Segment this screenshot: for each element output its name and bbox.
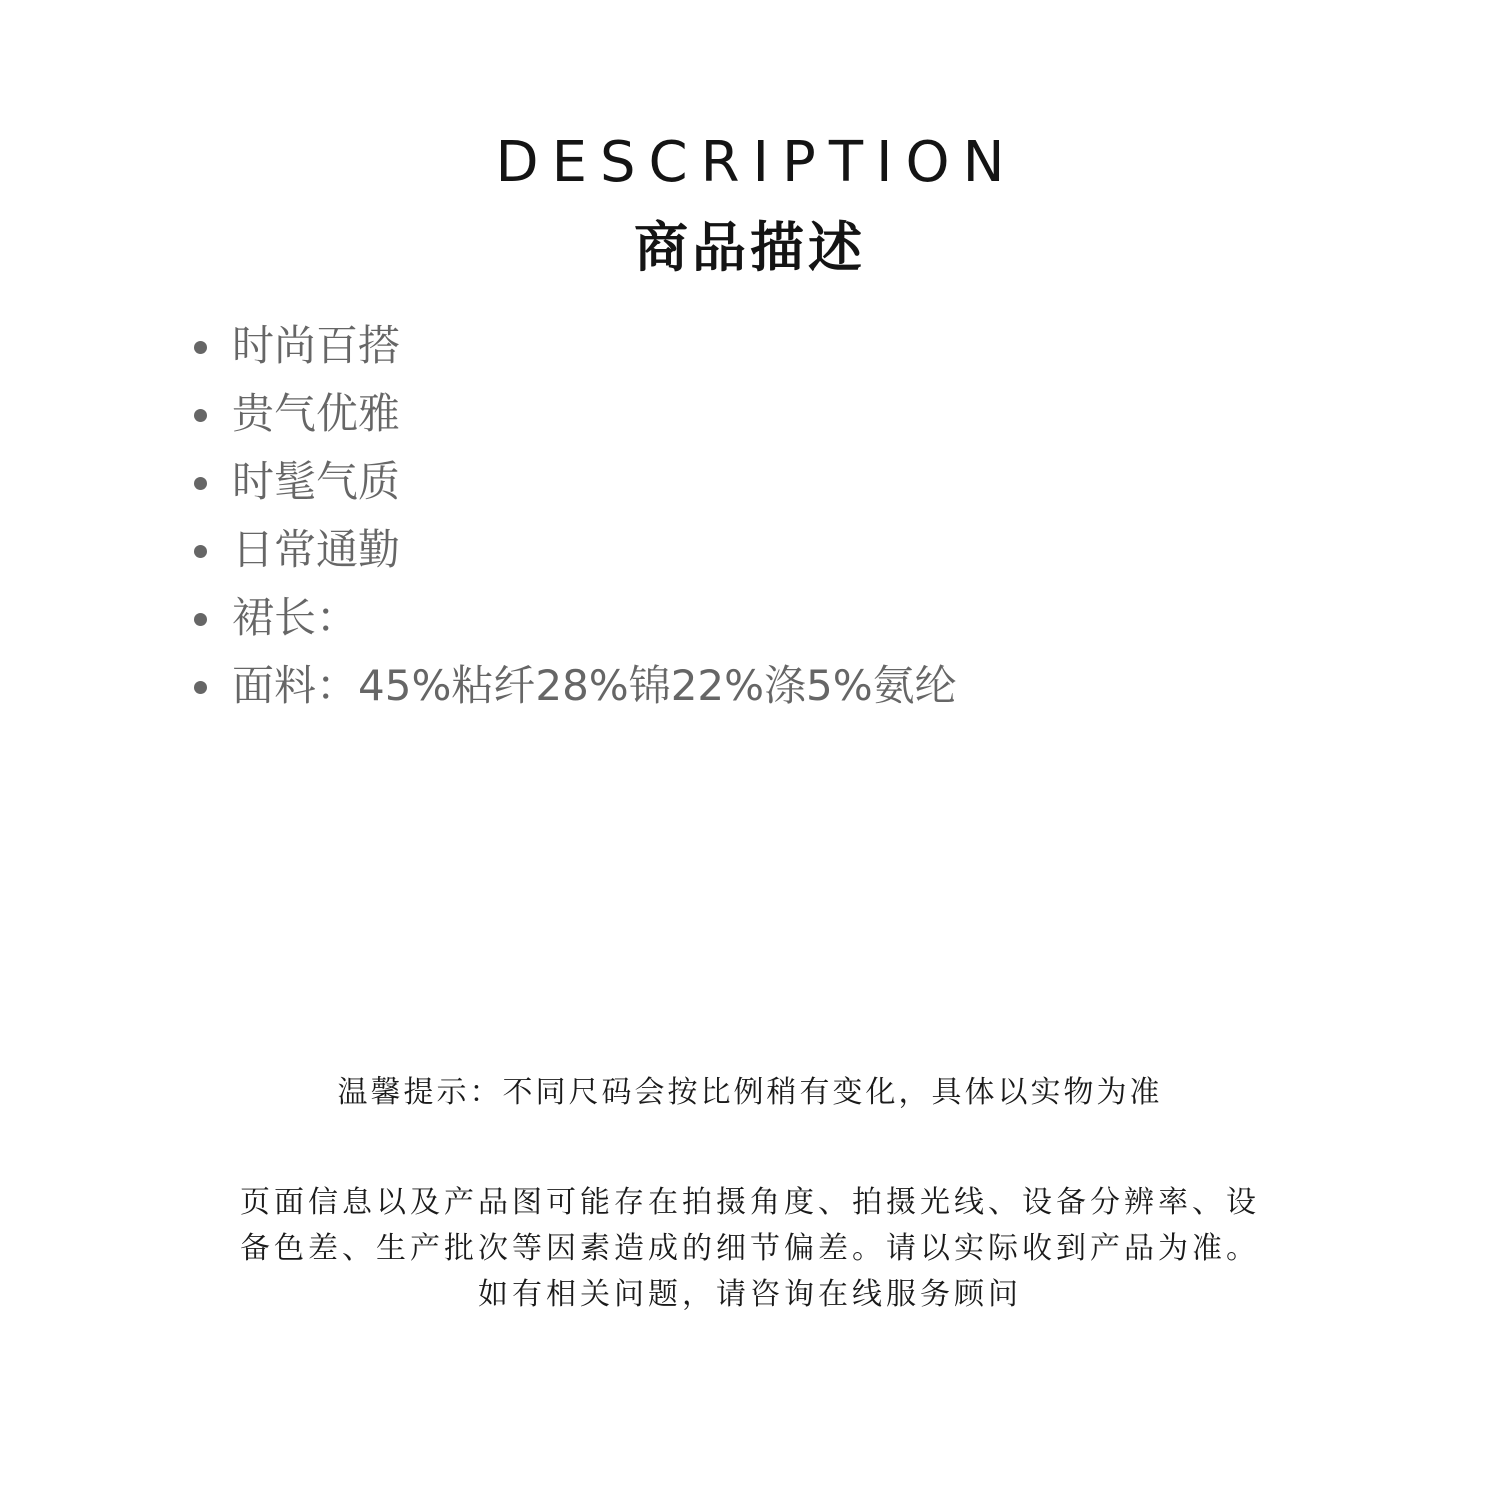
disclaimer-line: 备色差、生产批次等因素造成的细节偏差。请以实际收到产品为准。 xyxy=(240,1231,1260,1266)
feature-text: 贵气优雅 xyxy=(232,389,401,438)
page-title-chinese: 商品描述 xyxy=(634,216,866,279)
bullet-icon xyxy=(194,681,207,694)
list-item xyxy=(194,380,957,448)
bullet-icon xyxy=(194,613,207,626)
feature-text: 时尚百搭 xyxy=(232,321,401,370)
feature-text: 时髦气质 xyxy=(232,457,401,506)
bullet-icon xyxy=(194,545,207,558)
bullet-icon xyxy=(194,341,207,354)
feature-text: 日常通勤 xyxy=(232,525,401,574)
list-item xyxy=(194,516,957,584)
list-item xyxy=(194,448,957,516)
list-item xyxy=(194,312,957,380)
bullet-icon xyxy=(194,409,207,422)
list-item xyxy=(194,584,957,652)
disclaimer-line: 页面信息以及产品图可能存在拍摄角度、拍摄光线、设备分辨率、设 xyxy=(240,1185,1260,1220)
page-title-english: DESCRIPTION xyxy=(495,130,1018,195)
feature-list xyxy=(194,312,957,720)
feature-text: 裙长： xyxy=(232,593,359,642)
list-item xyxy=(194,652,957,720)
size-tip: 温馨提示：不同尺码会按比例稍有变化，具体以实物为准 xyxy=(337,1075,1163,1110)
feature-text: 面料：45%粘纤28%锦22%涤5%氨纶 xyxy=(232,661,957,710)
disclaimer xyxy=(180,1180,1320,1318)
disclaimer-line: 如有相关问题，请咨询在线服务顾问 xyxy=(478,1277,1022,1312)
bullet-icon xyxy=(194,477,207,490)
